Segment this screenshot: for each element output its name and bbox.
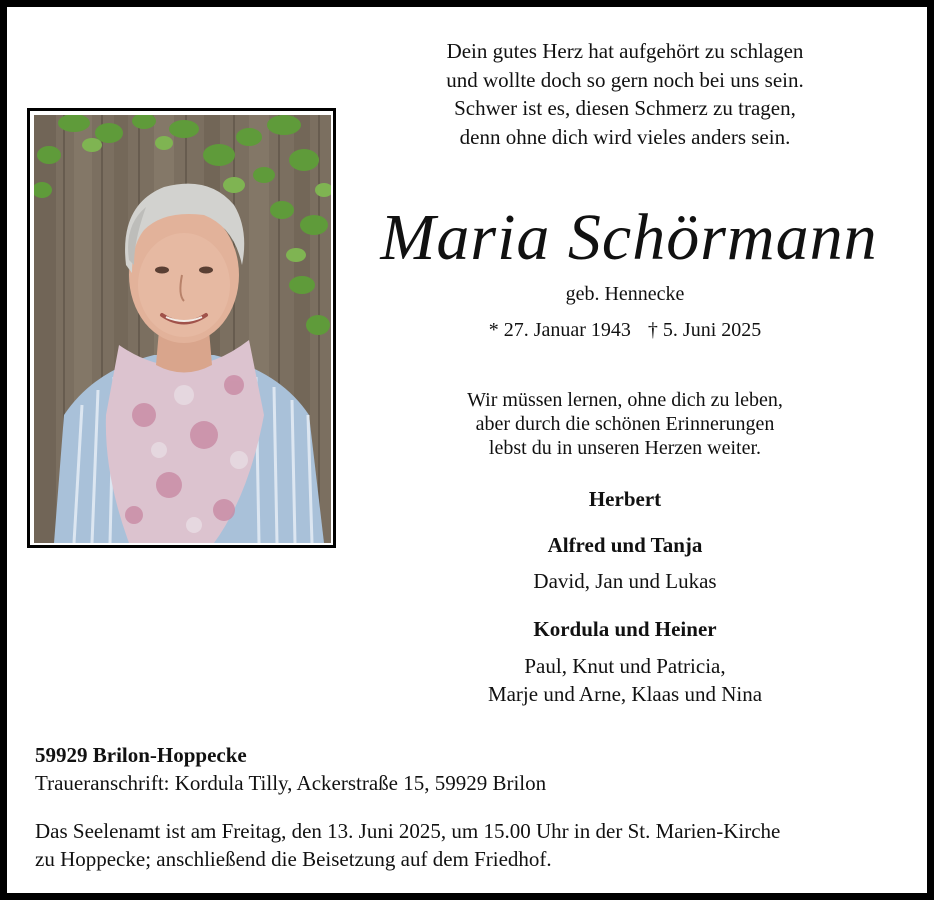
service-line: Das Seelenamt ist am Freitag, den 13. Juni 2025, um 15.00 Uhr in der St. Marien-Kirche [35,819,781,843]
mourner-children: David, Jan und Lukas [533,569,717,593]
portrait-photo-frame [27,108,336,548]
mourner-children: Marje und Arne, Klaas und Nina [487,682,763,706]
maiden-name: geb. Hennecke [565,283,685,305]
mourner-spouse: Herbert [588,487,662,511]
mourner-family: Kordula und Heiner [533,617,717,641]
poem-line: Dein gutes Herz hat aufgehört zu schlagen [446,39,804,63]
poem-line: aber durch die schönen Erinnerungen [475,413,775,435]
top-poem [387,37,863,151]
mourning-address: Traueranschrift: Kordula Tilly, Ackerstraße 15, 59929 Brilon [35,771,547,795]
life-dates [387,319,863,342]
death-date: † 5. Juni 2025 [647,319,762,341]
service-line: zu Hoppecke; anschließend die Beisetzung auf dem Friedhof. [35,847,552,871]
poem-line: denn ohne dich wird vieles anders sein. [459,124,791,149]
poem-line: Schwer ist es, diesen Schmerz zu tragen, [454,96,796,120]
mourner-children: Paul, Knut und Patricia, [524,654,726,678]
poem-line: lebst du in unseren Herzen weiter. [488,437,762,459]
service-info [35,817,915,873]
location: 59929 Brilon-Hoppecke [35,743,247,767]
poem-line: und wollte doch so gern noch bei uns sein. [446,67,804,92]
deceased-name: Maria Schörmann [380,201,878,274]
portrait-photo [34,115,331,543]
poem-line: Wir müssen lernen, ohne dich zu leben, [467,389,783,411]
mourner-family: Alfred und Tanja [547,533,703,557]
footer-info [35,741,915,873]
middle-poem [387,388,863,460]
birth-date: * 27. Januar 1943 [488,319,631,341]
